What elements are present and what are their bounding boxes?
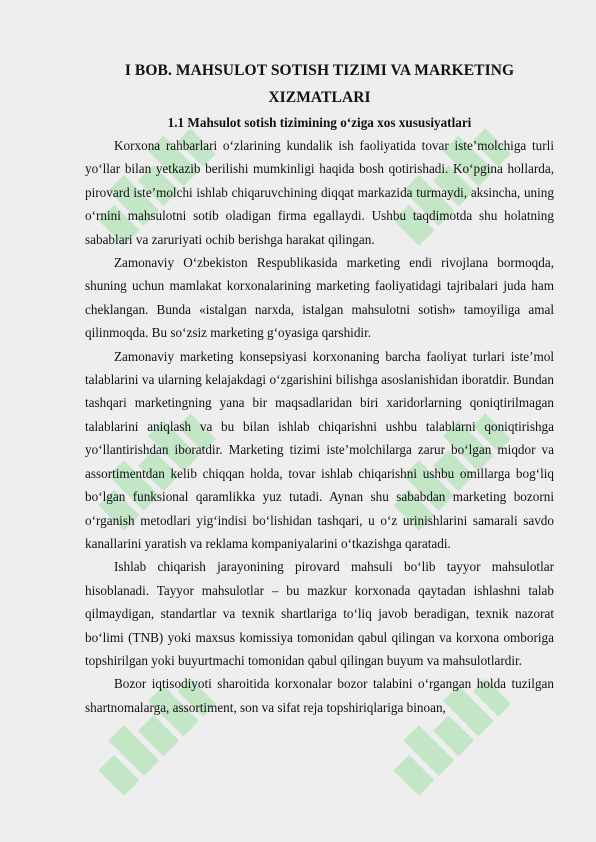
chapter-title: I BOB. MAHSULOT SOTISH TIZIMI VA MARKETING XIZMATLARI — [124, 62, 515, 106]
paragraph: Korxona rahbarlari o‘zlarining kundalik ish faoliyatida tovar iste’molchiga turli yo‘llar bilan yetkazib berilishi mumkinligi haqida bosh qotirishadi. Ko‘pgina hollarda, pirovard iste’molchi ishlab chiqaruvchining diqqat markazida turmaydi, aksincha, uning o‘rnini mahsulotni sotib oladigan firma egallaydi. Ushbu taqdimotda shu holatning sabablari va zaruriyati ochib berishga harakat qilingan. — [85, 138, 554, 247]
paragraph: Ishlab chiqarish jarayonining pirovard mahsuli bo‘lib tayyor mahsulotlar hisoblanadi. Tayyor mahsulotlar – bu mazkur korxonada qaytadan ishlashni talab qilmaydigan, standartlar va texnik shartlariga to‘liq javob beradigan, texnik nazorat bo‘limi (TNB) yoki maxsus komissiya tomonidan qabul qilingan va korxona omboriga topshirilgan yoki buyurtmachi tomonidan qabul qilingan buyum va mahsulotlardir. — [85, 559, 554, 668]
section-heading: 1.1 Mahsulot sotish tizimining o‘ziga xos xususiyatlari — [167, 115, 472, 130]
paragraph: Bozor iqtisodiyoti sharoitida korxonalar bozor talabini o‘rgangan holda tuzilgan shartnomalarga, assortiment, son va sifat reja topshiriqlariga binoan, — [85, 676, 554, 715]
document-body — [85, 57, 554, 719]
paragraph: Zamonaviy O‘zbekiston Respublikasida marketing endi rivojlana bormoqda, shuning uchun mamlakat korxonalarining marketing faoliyatidagi tajribalari juda ham cheklangan. Bunda «istalgan narxda, istalgan mahsulotni sotish» tamoyiliga amal qilinmoqda. Bu so‘zsiz marketing g‘oyasiga qarshidir. — [85, 255, 554, 341]
paragraph: Zamonaviy marketing konsepsiyasi korxonaning barcha faoliyat turlari iste’mol talablarini va ularning kelajakdagi o‘zgarishini bilishga asoslanishidan iboratdir. Bundan tashqari marketingning yana bir maqsadlaridan biri xaridorlarning qoniqtirilmagan talablarini aniqlash va bu bilan ishlab chiqarishni ushbu talablarni qoniqtirishga yo‘llantirishdan iboratdir. Marketing tizimi iste’molchilarga zarur bo‘lgan miqdor va assortimentdan kelib chiqqan holda, tovar ishlab chiqarishni ushbu omillarga bog‘liq bo‘lgan funksional qaramlikka yuz tutadi. Aynan shu sababdan marketing bozorni o‘rganish metodlari yig‘indisi bo‘lishidan tashqari, u o‘z urinishlarini samarali savdo kanallarini yaratish va reklama kompaniyalarini o‘tkazishga qaratadi. — [85, 348, 554, 551]
